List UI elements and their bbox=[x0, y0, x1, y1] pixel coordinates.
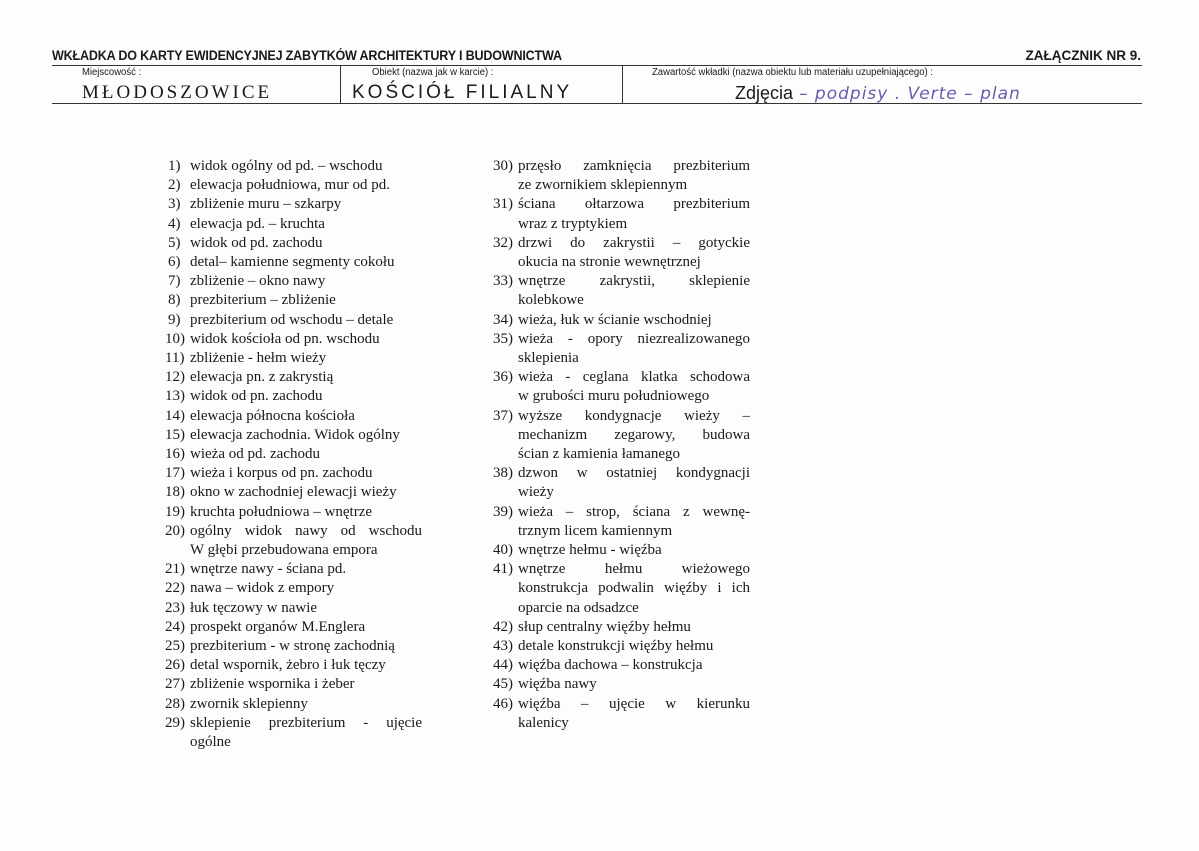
item-text-line: ściana ołtarzowa prezbiterium bbox=[518, 196, 750, 213]
item-text-line: zbliżenie muru – szkarpy bbox=[190, 196, 342, 213]
item-number: 44) bbox=[493, 657, 513, 674]
list-item bbox=[493, 618, 750, 637]
item-number: 17) bbox=[165, 465, 185, 482]
item-text-line: dzwon w ostatniej kondygnacji bbox=[518, 465, 750, 482]
item-text bbox=[518, 311, 750, 330]
item-text bbox=[190, 272, 422, 291]
list-item bbox=[165, 368, 422, 387]
item-number: 9) bbox=[168, 311, 181, 328]
column-divider bbox=[340, 66, 341, 104]
item-text bbox=[190, 330, 422, 349]
list-item bbox=[493, 311, 750, 330]
item-number: 16) bbox=[165, 446, 185, 463]
item-number: 45) bbox=[493, 676, 513, 693]
list-item bbox=[165, 656, 422, 675]
item-text bbox=[518, 368, 750, 406]
item-text bbox=[190, 695, 422, 714]
item-number: 46) bbox=[493, 695, 513, 712]
item-text bbox=[190, 387, 422, 406]
content-value-field bbox=[735, 82, 1021, 105]
list-item bbox=[165, 675, 422, 694]
item-number: 26) bbox=[165, 657, 185, 674]
item-number: 20) bbox=[165, 522, 185, 539]
item-text-line: wieża, łuk w ścianie wschodniej bbox=[518, 311, 712, 328]
item-text-line: wnętrze nawy - ściana pd. bbox=[190, 561, 347, 578]
item-text bbox=[190, 253, 422, 272]
item-text-line: elewacja pd. – kruchta bbox=[190, 215, 325, 232]
item-number: 30) bbox=[493, 158, 513, 174]
item-text bbox=[190, 599, 422, 618]
item-text bbox=[190, 714, 422, 752]
document-title: WKŁADKA DO KARTY EWIDENCYJNEJ ZABYTKÓW ARCHITEKTURY I BUDOWNICTWA bbox=[52, 48, 562, 63]
item-text bbox=[190, 637, 422, 656]
item-number: 1) bbox=[168, 158, 181, 174]
item-text bbox=[190, 445, 422, 464]
item-number: 6) bbox=[168, 254, 181, 271]
list-item bbox=[493, 195, 750, 233]
object-label: Obiekt (nazwa jak w karcie) : bbox=[372, 67, 494, 78]
item-number: 25) bbox=[165, 638, 185, 655]
item-number: 22) bbox=[165, 580, 185, 597]
item-text bbox=[518, 656, 750, 675]
list-item bbox=[165, 445, 422, 464]
item-text-line: mechanizm zegarowy, budowa bbox=[518, 426, 750, 443]
handwritten-note: – podpisy . Verte – plan bbox=[799, 84, 1021, 104]
item-text-line: widok od pn. zachodu bbox=[190, 388, 323, 405]
list-item bbox=[493, 272, 750, 310]
list-item bbox=[165, 599, 422, 618]
item-text bbox=[190, 464, 422, 483]
item-text bbox=[518, 695, 750, 733]
item-text-line: drzwi do zakrystii – gotyckie bbox=[518, 234, 750, 251]
item-number: 35) bbox=[493, 330, 513, 347]
list-item bbox=[493, 560, 750, 618]
item-text bbox=[518, 675, 750, 694]
item-text-line: więźba dachowa – konstrukcja bbox=[518, 657, 703, 674]
item-text-line: sklepienia bbox=[518, 350, 579, 367]
list-item bbox=[165, 464, 422, 483]
item-text-line: ogólne bbox=[190, 734, 231, 751]
list-item bbox=[165, 714, 422, 752]
content-value: Zdjęcia bbox=[735, 83, 794, 103]
list-item bbox=[165, 522, 422, 560]
item-text-line: kruchta południowa – wnętrze bbox=[190, 503, 373, 520]
photo-list-left bbox=[165, 157, 422, 752]
item-text bbox=[518, 541, 750, 560]
list-item bbox=[493, 656, 750, 675]
item-text-line: wieża i korpus od pn. zachodu bbox=[190, 465, 373, 482]
item-number: 31) bbox=[493, 196, 513, 213]
item-number: 41) bbox=[493, 561, 513, 578]
list-item bbox=[493, 541, 750, 560]
item-number: 19) bbox=[165, 503, 185, 520]
content-label: Zawartość wkładki (nazwa obiektu lub materiału uzupełniającego) : bbox=[652, 67, 933, 78]
item-number: 33) bbox=[493, 273, 513, 290]
list-item bbox=[165, 618, 422, 637]
item-number: 28) bbox=[165, 695, 185, 712]
item-number: 24) bbox=[165, 618, 185, 635]
list-item bbox=[165, 387, 422, 406]
item-text-line: wraz z tryptykiem bbox=[518, 215, 628, 232]
item-number: 40) bbox=[493, 542, 513, 559]
item-text bbox=[190, 157, 422, 176]
item-text-line: słup centralny więźby hełmu bbox=[518, 618, 691, 635]
item-text-line: zwornik sklepienny bbox=[190, 695, 308, 712]
list-item bbox=[493, 503, 750, 541]
item-text-line: widok od pd. zachodu bbox=[190, 234, 323, 251]
item-text-line: nawa – widok z empory bbox=[190, 580, 335, 597]
item-number: 18) bbox=[165, 484, 185, 501]
item-number: 12) bbox=[165, 369, 185, 386]
item-text-line: W głębi przebudowana empora bbox=[190, 542, 378, 559]
item-text bbox=[518, 272, 750, 310]
item-text-line: w grubości muru południowego bbox=[518, 388, 710, 405]
item-text-line: ścian z kamienia łamanego bbox=[518, 446, 681, 463]
item-number: 14) bbox=[165, 407, 185, 424]
item-number: 5) bbox=[168, 234, 181, 251]
item-number: 32) bbox=[493, 234, 513, 251]
item-text bbox=[518, 234, 750, 272]
item-text-line: sklepienie prezbiterium - ujęcie bbox=[190, 714, 422, 731]
item-text-line: więźba nawy bbox=[518, 676, 597, 693]
item-number: 43) bbox=[493, 638, 513, 655]
item-number: 2) bbox=[168, 177, 181, 194]
item-text bbox=[518, 560, 750, 618]
item-text-line: ze zwornikiem sklepiennym bbox=[518, 177, 688, 194]
item-text bbox=[190, 407, 422, 426]
locality-label: Miejscowość : bbox=[82, 67, 142, 78]
item-number: 38) bbox=[493, 465, 513, 482]
list-item bbox=[165, 157, 422, 176]
item-number: 4) bbox=[168, 215, 181, 232]
list-item bbox=[165, 311, 422, 330]
item-number: 34) bbox=[493, 311, 513, 328]
list-item bbox=[165, 483, 422, 502]
item-text-line: przęsło zamknięcia prezbiterium bbox=[518, 158, 750, 174]
list-item bbox=[493, 695, 750, 733]
list-item bbox=[165, 215, 422, 234]
list-item bbox=[165, 426, 422, 445]
list-item bbox=[493, 330, 750, 368]
object-value: KOŚCIÓŁ FILIALNY bbox=[352, 82, 573, 103]
item-text-line: łuk tęczowy w nawie bbox=[190, 599, 318, 616]
item-number: 37) bbox=[493, 407, 513, 424]
item-text bbox=[190, 311, 422, 330]
item-text-line: detal– kamienne segmenty cokołu bbox=[190, 254, 395, 271]
list-item bbox=[493, 637, 750, 656]
item-text bbox=[518, 464, 750, 502]
item-text-line: okucia na stronie wewnętrznej bbox=[518, 254, 701, 271]
item-text-line: wieża - ceglana klatka schodowa bbox=[518, 369, 750, 386]
list-item bbox=[165, 579, 422, 598]
item-text-line: zbliżenie - hełm wieży bbox=[190, 350, 327, 367]
item-number: 15) bbox=[165, 426, 185, 443]
list-item bbox=[165, 253, 422, 272]
item-text bbox=[518, 618, 750, 637]
item-text-line: elewacja południowa, mur od pd. bbox=[190, 177, 390, 194]
item-text-line: detal wspornik, żebro i łuk tęczy bbox=[190, 657, 386, 674]
item-text bbox=[190, 656, 422, 675]
item-text bbox=[190, 579, 422, 598]
list-item bbox=[165, 349, 422, 368]
list-item bbox=[165, 330, 422, 349]
list-item bbox=[165, 195, 422, 214]
list-item bbox=[165, 272, 422, 291]
item-text-line: elewacja zachodnia. Widok ogólny bbox=[190, 426, 400, 443]
item-text-line: kolebkowe bbox=[518, 292, 584, 309]
list-item bbox=[165, 407, 422, 426]
item-text-line: ogólny widok nawy od wschodu bbox=[190, 522, 422, 539]
list-item bbox=[165, 176, 422, 195]
item-number: 10) bbox=[165, 330, 185, 347]
item-text bbox=[190, 176, 422, 195]
list-item bbox=[165, 291, 422, 310]
list-item bbox=[493, 407, 750, 465]
item-text-line: zbliżenie wspornika i żeber bbox=[190, 676, 355, 693]
item-text-line: wieży bbox=[518, 484, 554, 501]
item-text bbox=[518, 157, 750, 195]
item-text-line: prezbiterium - w stronę zachodnią bbox=[190, 638, 395, 655]
item-text bbox=[190, 426, 422, 445]
item-number: 21) bbox=[165, 561, 185, 578]
item-number: 13) bbox=[165, 388, 185, 405]
item-text-line: prezbiterium od wschodu – detale bbox=[190, 311, 394, 328]
item-text-line: wnętrze zakrystii, sklepienie bbox=[518, 273, 750, 290]
item-text bbox=[190, 234, 422, 253]
photo-list-right bbox=[493, 157, 750, 733]
item-number: 8) bbox=[168, 292, 181, 309]
item-text-line: elewacja północna kościoła bbox=[190, 407, 355, 424]
item-text bbox=[190, 291, 422, 310]
list-item bbox=[165, 503, 422, 522]
item-text bbox=[190, 215, 422, 234]
item-number: 27) bbox=[165, 676, 185, 693]
item-text-line: wieża - opory niezrealizowanego bbox=[518, 330, 750, 347]
item-text-line: prezbiterium – zbliżenie bbox=[190, 292, 336, 309]
item-number: 23) bbox=[165, 599, 185, 616]
item-text-line: konstrukcja podwalin więźby i ich bbox=[518, 580, 750, 597]
item-number: 42) bbox=[493, 618, 513, 635]
item-text-line: kalenicy bbox=[518, 714, 569, 731]
item-number: 29) bbox=[165, 714, 185, 731]
list-item bbox=[165, 637, 422, 656]
list-item bbox=[165, 695, 422, 714]
list-item bbox=[493, 368, 750, 406]
item-text bbox=[190, 675, 422, 694]
annex-number: ZAŁĄCZNIK NR 9. bbox=[1025, 48, 1141, 63]
item-text-line: elewacja pn. z zakrystią bbox=[190, 369, 334, 386]
locality-value: MŁODOSZOWICE bbox=[82, 82, 273, 103]
item-text-line: oparcie na odsadzce bbox=[518, 599, 639, 616]
item-text-line: trznym licem kamiennym bbox=[518, 522, 673, 539]
list-item bbox=[165, 560, 422, 579]
item-text bbox=[518, 195, 750, 233]
item-text-line: detale konstrukcji więźby hełmu bbox=[518, 638, 714, 655]
item-text bbox=[190, 560, 422, 579]
list-item bbox=[493, 157, 750, 195]
list-item bbox=[493, 675, 750, 694]
item-text bbox=[190, 522, 422, 560]
item-number: 39) bbox=[493, 503, 513, 520]
item-number: 36) bbox=[493, 369, 513, 386]
item-text bbox=[190, 503, 422, 522]
divider-top bbox=[52, 65, 1142, 66]
item-text-line: wieża – strop, ściana z wewnę- bbox=[518, 503, 750, 520]
list-item bbox=[165, 234, 422, 253]
item-text bbox=[518, 637, 750, 656]
item-text-line: wnętrze hełmu wieżowego bbox=[518, 561, 750, 578]
item-text bbox=[518, 503, 750, 541]
item-text-line: okno w zachodniej elewacji wieży bbox=[190, 484, 397, 501]
item-text bbox=[190, 195, 422, 214]
item-text bbox=[190, 618, 422, 637]
column-divider bbox=[622, 66, 623, 104]
item-text bbox=[518, 330, 750, 368]
item-text-line: wnętrze hełmu - więźba bbox=[518, 542, 662, 559]
item-text bbox=[190, 349, 422, 368]
item-text-line: wieża od pd. zachodu bbox=[190, 446, 320, 463]
item-text-line: widok kościoła od pn. wschodu bbox=[190, 330, 380, 347]
item-text bbox=[190, 483, 422, 502]
item-text bbox=[190, 368, 422, 387]
list-item bbox=[493, 464, 750, 502]
item-number: 11) bbox=[165, 350, 185, 367]
item-text-line: więźba – ujęcie w kierunku bbox=[518, 695, 750, 712]
item-number: 3) bbox=[168, 196, 181, 213]
item-text-line: widok ogólny od pd. – wschodu bbox=[190, 158, 383, 174]
item-number: 7) bbox=[168, 273, 181, 290]
item-text bbox=[518, 407, 750, 465]
item-text-line: zbliżenie – okno nawy bbox=[190, 273, 326, 290]
list-item bbox=[493, 234, 750, 272]
item-text-line: wyższe kondygnacje wieży – bbox=[518, 407, 750, 424]
item-text-line: prospekt organów M.Englera bbox=[190, 618, 366, 635]
